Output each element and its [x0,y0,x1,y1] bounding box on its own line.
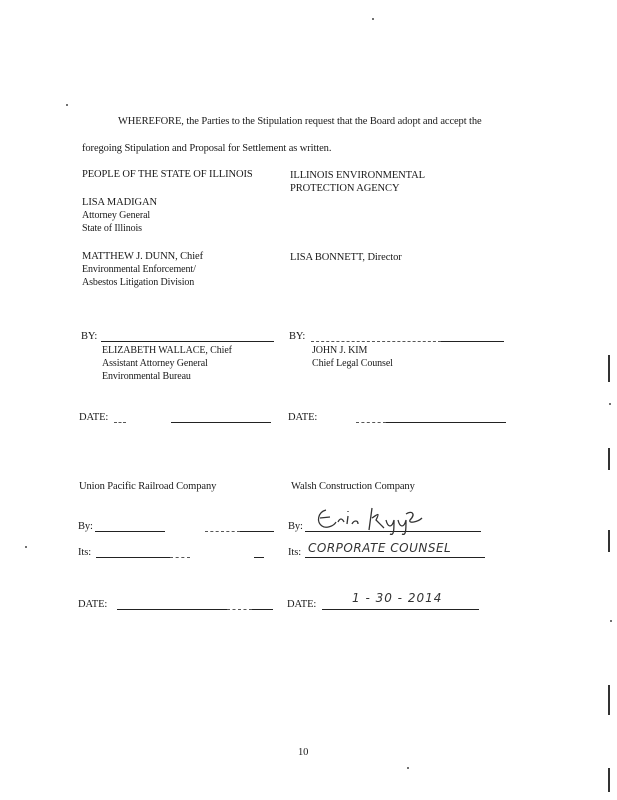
scan-edge-mark [608,530,610,552]
left-company-name: Union Pacific Railroad Company [79,481,217,492]
division-chief-name: MATTHEW J. DUNN, Chief [82,251,203,262]
right-its-line[interactable] [305,557,485,558]
left-date2-line-dashed[interactable] [227,609,252,610]
right-party-heading-1: ILLINOIS ENVIRONMENTAL [290,170,425,181]
attorney-general-title: Attorney General [82,210,151,221]
right-party-heading-2: PROTECTION AGENCY [290,183,400,194]
right-date2-line[interactable] [322,609,479,610]
left-by2-line-end[interactable] [240,531,274,532]
scan-speck [66,104,68,106]
scan-speck [372,18,374,20]
left-date2-line-end[interactable] [252,609,273,610]
right-its-label: Its: [288,547,302,558]
left-by2-line[interactable] [95,531,165,532]
attorney-general-name: LISA MADIGAN [82,197,157,208]
left-by2-label: By: [78,521,93,532]
division-chief-title-2: Asbestos Litigation Division [82,277,195,288]
left-signer-title-1: Assistant Attorney General [102,358,208,369]
page-number: 10 [298,747,309,758]
right-date-line-dashed[interactable] [356,422,386,423]
right-by-label: BY: [289,331,306,342]
left-signer-title-2: Environmental Bureau [102,371,191,382]
attorney-general-state: State of Illinois [82,223,142,234]
scan-edge-mark [608,768,610,792]
left-date-label: DATE: [79,412,109,423]
intro-line-2: foregoing Stipulation and Proposal for Settlement as written. [82,143,332,154]
scan-speck [407,767,409,769]
left-date-line-dashed[interactable] [114,422,126,423]
right-signer-name: JOHN J. KIM [312,345,368,356]
scan-edge-mark [608,685,610,715]
scan-speck [610,620,612,622]
right-date-label: DATE: [288,412,318,423]
handwritten-signature [314,500,444,536]
division-chief-title-1: Environmental Enforcement/ [82,264,196,275]
right-company-name: Walsh Construction Company [291,481,415,492]
right-date-line[interactable] [386,422,506,423]
left-its-line-end[interactable] [254,557,264,558]
right-date2-label: DATE: [287,599,317,610]
left-date2-line[interactable] [117,609,227,610]
left-party-heading: PEOPLE OF THE STATE OF ILLINOIS [82,169,253,180]
left-date2-label: DATE: [78,599,108,610]
left-by-label: BY: [81,331,98,342]
right-signer-title: Chief Legal Counsel [312,358,393,369]
right-by2-label: By: [288,521,303,532]
right-by-signature-line-dashed[interactable] [311,341,441,342]
left-its-line[interactable] [96,557,170,558]
left-by-signature-line[interactable] [101,341,274,342]
scan-speck [609,403,611,405]
left-by2-line-dashed[interactable] [205,531,240,532]
scan-speck [25,546,27,548]
handwritten-date: 1 - 30 - 2014 [352,591,443,605]
agency-director-name: LISA BONNETT, Director [290,252,402,263]
its-handwritten-title: CORPORATE COUNSEL [308,541,452,555]
left-signer-name: ELIZABETH WALLACE, Chief [102,345,232,356]
scan-edge-mark [608,448,610,470]
intro-line-1: WHEREFORE, the Parties to the Stipulation request that the Board adopt and accept the [118,116,482,127]
left-its-label: Its: [78,547,92,558]
left-date-line[interactable] [171,422,271,423]
scan-edge-mark [608,355,610,382]
right-by-signature-line[interactable] [441,341,504,342]
left-its-line-dashed[interactable] [170,557,190,558]
